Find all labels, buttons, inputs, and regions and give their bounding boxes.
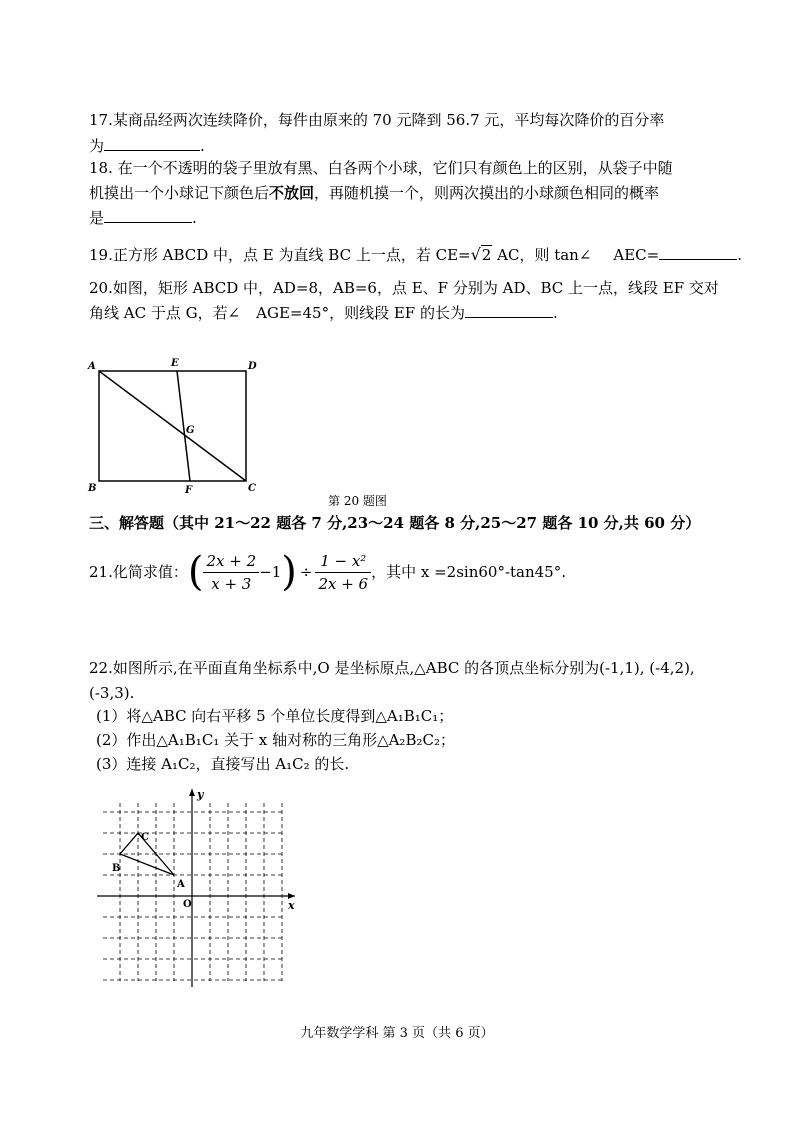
q20-figure-caption: 第 20 题图: [328, 494, 387, 508]
q17-answer-blank[interactable]: [104, 135, 200, 151]
q20-text-b: AGE=45°，则线段 EF 的长为: [256, 304, 465, 322]
q22-line2: (-3,3).: [89, 684, 135, 702]
page-footer: 九年数学学科 第 3 页（共 6 页）: [300, 1026, 494, 1041]
left-paren: (: [187, 549, 204, 595]
fraction-2-denominator: 2x + 6: [318, 574, 369, 593]
label-c: C: [248, 483, 256, 494]
q19-line: [89, 244, 742, 265]
q19-prefix: 19.正方形 ABCD 中，点 E 为直线 BC 上一点，若 CE=: [89, 246, 471, 264]
q21-suffix: ，其中 x =2sin60°-tan45°.: [371, 563, 566, 581]
y-axis-label: y: [197, 788, 204, 801]
q20-rectangle-figure: [80, 352, 280, 500]
label-a: A: [88, 361, 96, 372]
sqrt-radicand: 2: [481, 246, 492, 264]
q18-line3: [89, 207, 197, 228]
q19-middle: AC，则 tan∠: [492, 246, 592, 264]
q21-fraction-1: [203, 550, 259, 595]
q21-fraction-2: [315, 550, 371, 595]
q19-angle: AEC=: [613, 246, 660, 264]
q19-suffix: .: [737, 246, 742, 264]
q17-suffix: .: [200, 137, 205, 155]
q20-line2: [89, 302, 558, 323]
y-axis-arrow-icon: [189, 789, 195, 796]
q18-bold-text: 不放回: [269, 184, 315, 202]
q18-answer-blank[interactable]: [104, 207, 192, 223]
q18-text-b: ，再随机摸一个，则两次摸出的小球颜色相同的概率: [314, 184, 660, 202]
label-point-a: A: [177, 879, 185, 890]
label-e: E: [171, 358, 179, 369]
q22-item2: (2）作出△A₁B₁C₁ 关于 x 轴对称的三角形△A₂B₂C₂；: [96, 731, 455, 749]
q20-text-a: 角线 AC 于点 G，若∠: [89, 304, 241, 322]
right-paren: ): [281, 549, 297, 595]
label-g: G: [186, 425, 195, 436]
q17-prefix: 为: [89, 137, 105, 155]
q17-line1: 17.某商品经两次连续降价，每件由原来的 70 元降到 56.7 元，平均每次降价的百分率: [89, 111, 665, 129]
grid-lines: [103, 803, 285, 981]
q21-prefix: 21.化简求值：: [89, 563, 188, 581]
q22-coordinate-grid: [95, 785, 305, 990]
q20-suffix: .: [553, 304, 558, 322]
label-f: F: [185, 485, 193, 496]
diagonal-ac: [99, 371, 246, 481]
q18-line2: [89, 183, 659, 203]
fraction-2-numerator: 1 − x²: [315, 550, 371, 573]
label-point-c: C: [141, 832, 149, 843]
q17-line2: [89, 135, 205, 156]
q18-suffix: .: [192, 209, 197, 227]
section3-heading: 三、解答题（其中 21～22 题各 7 分,23～24 题各 8 分,25～27 题各 10 分,共 60 分）: [89, 514, 701, 532]
label-d: D: [248, 361, 257, 372]
q22-item1: (1）将△ABC 向右平移 5 个单位长度得到△A₁B₁C₁；: [96, 707, 454, 725]
sqrt-symbol: √: [470, 245, 481, 264]
q18-prefix: 是: [89, 209, 105, 227]
axes: [97, 789, 295, 987]
divide-sign: ÷: [299, 563, 313, 581]
x-axis-label: x: [288, 899, 295, 912]
q19-answer-blank[interactable]: [659, 244, 737, 260]
fraction-1-numerator: 2x + 2: [203, 550, 259, 573]
q21-line: [89, 544, 566, 600]
origin-label: O: [183, 899, 192, 910]
q18-text-a: 机摸出一个小球记下颜色后: [89, 184, 270, 202]
fraction-1-denominator: x + 3: [211, 574, 252, 593]
q22-line1: 22.如图所示,在平面直角坐标系中,O 是坐标原点,△ABC 的各顶点坐标分别为(-1,1), (-4,2),: [89, 659, 695, 677]
label-point-b: B: [112, 863, 121, 874]
minus-one: −1: [259, 563, 282, 581]
label-b: B: [88, 483, 97, 494]
q22-item3: (3）连接 A₁C₂，直接写出 A₁C₂ 的长.: [96, 755, 350, 773]
q18-line1: 18. 在一个不透明的袋子里放有黑、白各两个小球，它们只有颜色上的区别，从袋子中随: [89, 159, 673, 177]
q20-answer-blank[interactable]: [465, 302, 553, 318]
q20-line1: 20.如图，矩形 ABCD 中，AD=8，AB=6，点 E、F 分别为 AD、BC 上一点，线段 EF 交对: [89, 279, 719, 297]
